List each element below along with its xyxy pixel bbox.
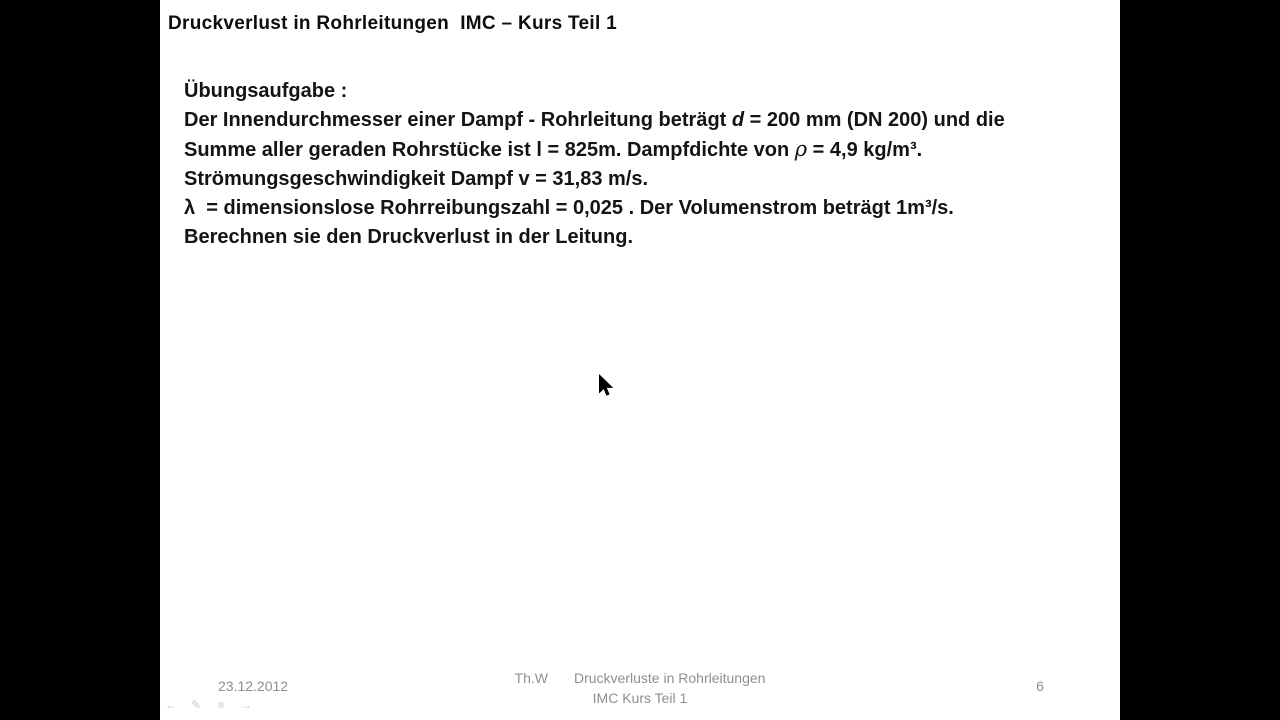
next-slide-icon[interactable]: →	[240, 698, 252, 712]
exercise-line: Übungsaufgabe :	[184, 80, 348, 102]
letterbox-left	[0, 0, 160, 720]
slide-title: Druckverlust in Rohrleitungen IMC – Kurs Teil 1	[168, 13, 618, 34]
footer-subject-line1: Druckverluste in Rohrleitungen	[574, 670, 766, 686]
pen-icon[interactable]: ✎	[190, 698, 202, 712]
footer-date: 23.12.2012	[218, 678, 289, 694]
exercise-line: λ = dimensionslose Rohrreibungszahl = 0,025 . Der Volumenstrom beträgt 1m³/s.	[184, 197, 954, 219]
slide-surface[interactable]	[160, 0, 1120, 720]
slideshow-toolbar	[164, 698, 253, 712]
exercise-line: Summe aller geraden Rohrstücke ist l = 825m. Dampfdichte von ρ = 4,9 kg/m³.	[184, 137, 923, 161]
exercise-line: Der Innendurchmesser einer Dampf - Rohrleitung beträgt d = 200 mm (DN 200) und die	[184, 109, 1005, 131]
exercise-line: Berechnen sie den Druckverlust in der Leitung.	[184, 226, 634, 248]
mouse-cursor-icon	[598, 374, 614, 398]
exercise-line: Strömungsgeschwindigkeit Dampf v = 31,83 m/s.	[184, 168, 649, 190]
footer-author: Th.W	[514, 670, 548, 686]
menu-icon[interactable]: ≡	[217, 698, 225, 712]
footer-subject-line2: IMC Kurs Teil 1	[592, 690, 688, 706]
prev-slide-icon[interactable]: ←	[165, 698, 177, 712]
letterbox-right	[1120, 0, 1280, 720]
exercise-text	[184, 77, 1104, 252]
footer-center	[160, 668, 1120, 708]
slide-page-number: 6	[1036, 678, 1044, 694]
